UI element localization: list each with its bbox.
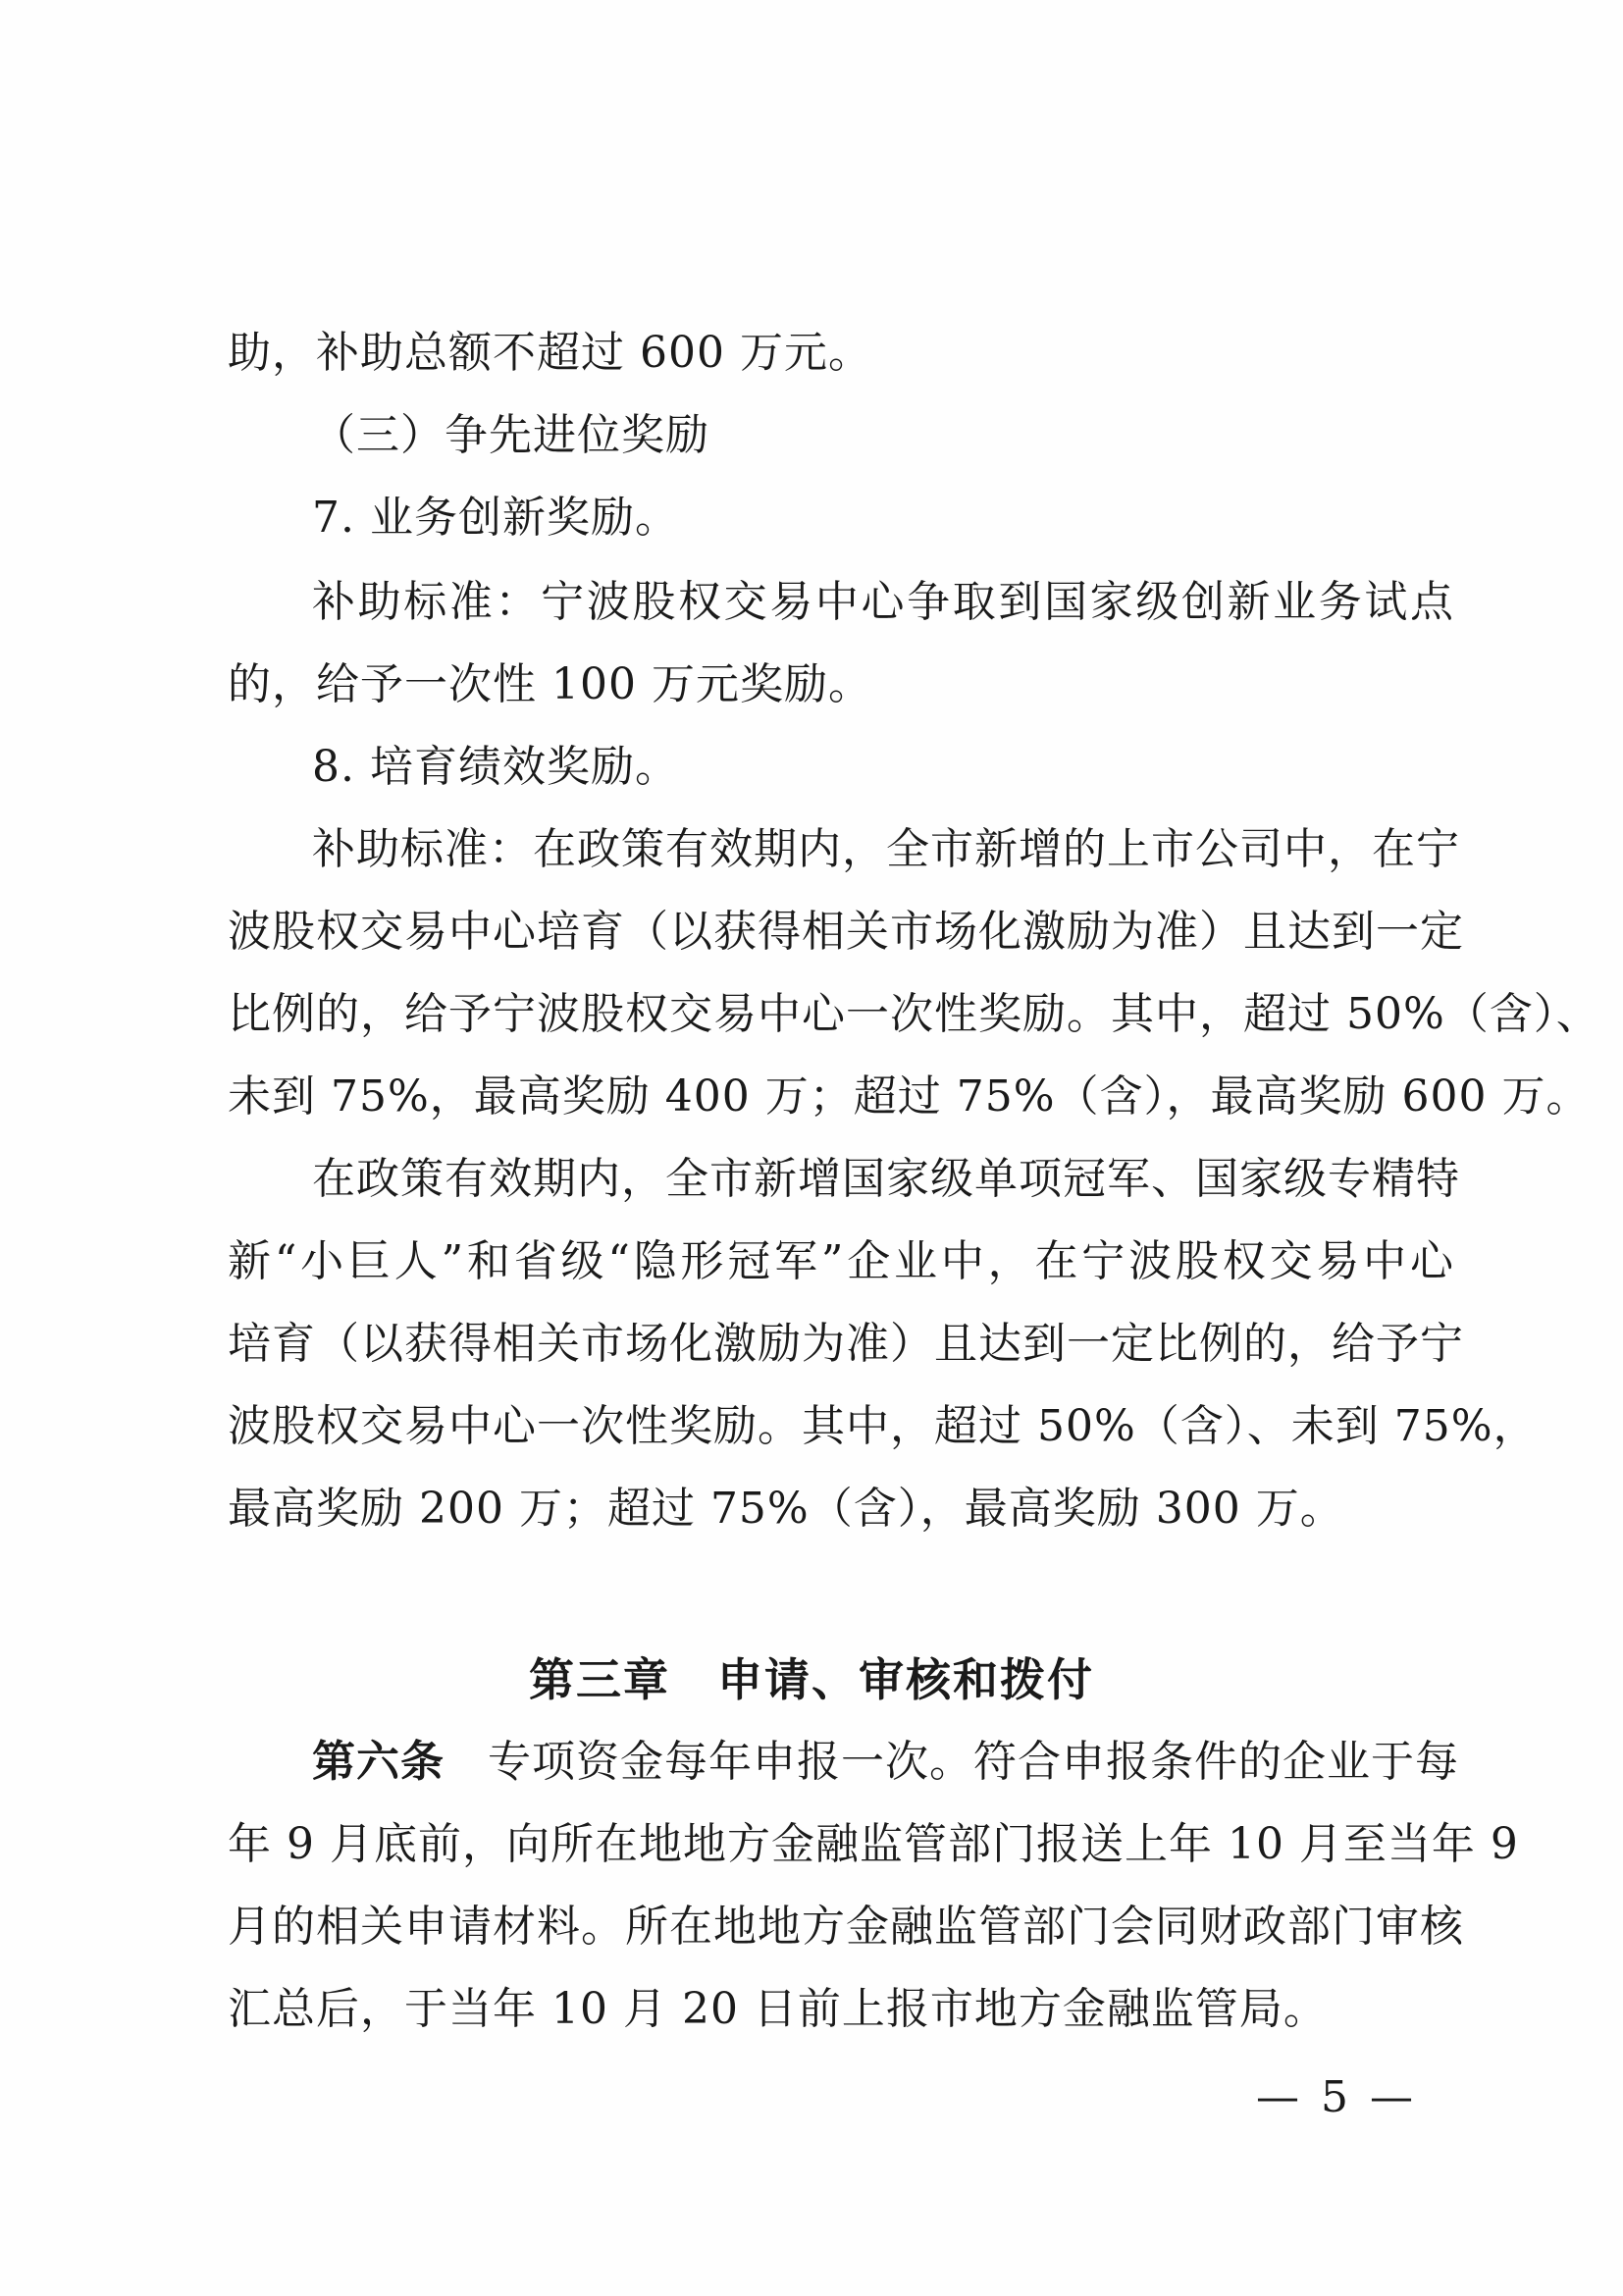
item-heading: 7. 业务创新奖励。 <box>312 493 679 543</box>
paragraph-line: 波股权交易中心培育（以获得相关市场化激励为准）且达到一定 <box>228 907 1464 957</box>
article-first-line <box>312 1733 1459 1792</box>
paragraph-line: 波股权交易中心一次性奖励。其中，超过 50%（含）、未到 75%， <box>228 1401 1538 1451</box>
section-heading: （三）争先进位奖励 <box>312 410 709 460</box>
paragraph-line: 比例的，给予宁波股权交易中心一次性奖励。其中，超过 50%（含）、 <box>228 989 1600 1039</box>
paragraph-line: 的，给予一次性 100 万元奖励。 <box>228 659 872 709</box>
page-number: — 5 — <box>1256 2072 1417 2122</box>
paragraph-line: 月的相关申请材料。所在地地方金融监管部门会同财政部门审核 <box>228 1902 1464 1952</box>
chapter-heading: 第三章 申请、审核和拨付 <box>529 1653 1094 1706</box>
paragraph-line: 补助标准：宁波股权交易中心争取到国家级创新业务试点 <box>312 577 1454 627</box>
article-text: 专项资金每年申报一次。符合申报条件的企业于每 <box>488 1737 1459 1787</box>
article-label: 第六条 <box>312 1737 445 1787</box>
paragraph-line: 助，补助总额不超过 600 万元。 <box>228 328 872 378</box>
paragraph-line: 年 9 月底前，向所在地地方金融监管部门报送上年 10 月至当年 9 <box>228 1819 1519 1869</box>
paragraph-line: 补助标准：在政策有效期内，全市新增的上市公司中，在宁 <box>312 824 1460 874</box>
paragraph-line: 培育（以获得相关市场化激励为准）且达到一定比例的，给予宁 <box>228 1319 1464 1369</box>
paragraph-line: 在政策有效期内，全市新增国家级单项冠军、国家级专精特 <box>312 1154 1460 1204</box>
paragraph-line: 最高奖励 200 万；超过 75%（含），最高奖励 300 万。 <box>228 1484 1344 1534</box>
paragraph-line: 未到 75%，最高奖励 400 万；超过 75%（含），最高奖励 600 万。 <box>228 1071 1591 1122</box>
item-heading: 8. 培育绩效奖励。 <box>312 742 679 792</box>
paragraph-line: 汇总后，于当年 10 月 20 日前上报市地方金融监管局。 <box>228 1984 1328 2034</box>
paragraph-line: 新“小巨人”和省级“隐形冠军”企业中，在宁波股权交易中心 <box>228 1236 1454 1286</box>
